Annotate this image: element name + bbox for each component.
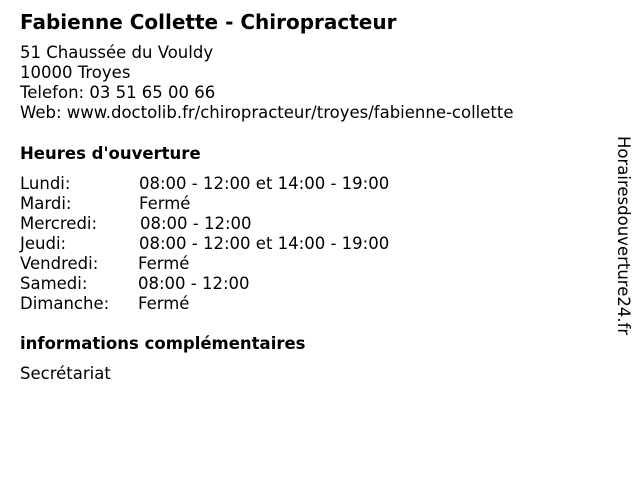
day-label: Mardi: — [20, 194, 72, 213]
day-label: Mercredi: — [20, 214, 98, 233]
hours-row-friday — [20, 254, 440, 274]
day-hours: Fermé — [139, 194, 191, 213]
day-hours: Fermé — [138, 254, 190, 273]
street-address: 51 Chaussée du Vouldy — [20, 43, 214, 62]
business-name: Fabienne Collette - Chiropracteur — [20, 10, 397, 34]
additional-info-heading: informations complémentaires — [20, 334, 306, 353]
day-hours: Fermé — [138, 294, 190, 313]
hours-row-thursday — [20, 234, 440, 254]
opening-hours-table — [20, 174, 440, 314]
website: Web: www.doctolib.fr/chiropracteur/troyes/fabienne-collette — [20, 103, 514, 122]
day-label: Jeudi: — [20, 234, 67, 253]
day-label: Dimanche: — [20, 294, 110, 313]
watermark-container — [608, 136, 638, 346]
day-hours: 08:00 - 12:00 et 14:00 - 19:00 — [139, 234, 390, 253]
hours-row-monday — [20, 174, 440, 194]
additional-info-text: Secrétariat — [20, 364, 111, 383]
day-label: Lundi: — [20, 174, 71, 193]
hours-row-sunday — [20, 294, 440, 314]
hours-row-tuesday — [20, 194, 440, 214]
hours-row-wednesday — [20, 214, 440, 234]
hours-row-saturday — [20, 274, 440, 294]
phone-number: Telefon: 03 51 65 00 66 — [20, 83, 216, 102]
day-hours: 08:00 - 12:00 et 14:00 - 19:00 — [139, 174, 390, 193]
contact-block — [20, 43, 514, 123]
day-hours: 08:00 - 12:00 — [140, 214, 252, 233]
city: 10000 Troyes — [20, 63, 131, 82]
site-watermark: Horairesdouverture24.fr — [614, 136, 633, 336]
day-label: Samedi: — [20, 274, 88, 293]
opening-hours-heading: Heures d'ouverture — [20, 144, 201, 163]
day-label: Vendredi: — [20, 254, 99, 273]
day-hours: 08:00 - 12:00 — [138, 274, 250, 293]
